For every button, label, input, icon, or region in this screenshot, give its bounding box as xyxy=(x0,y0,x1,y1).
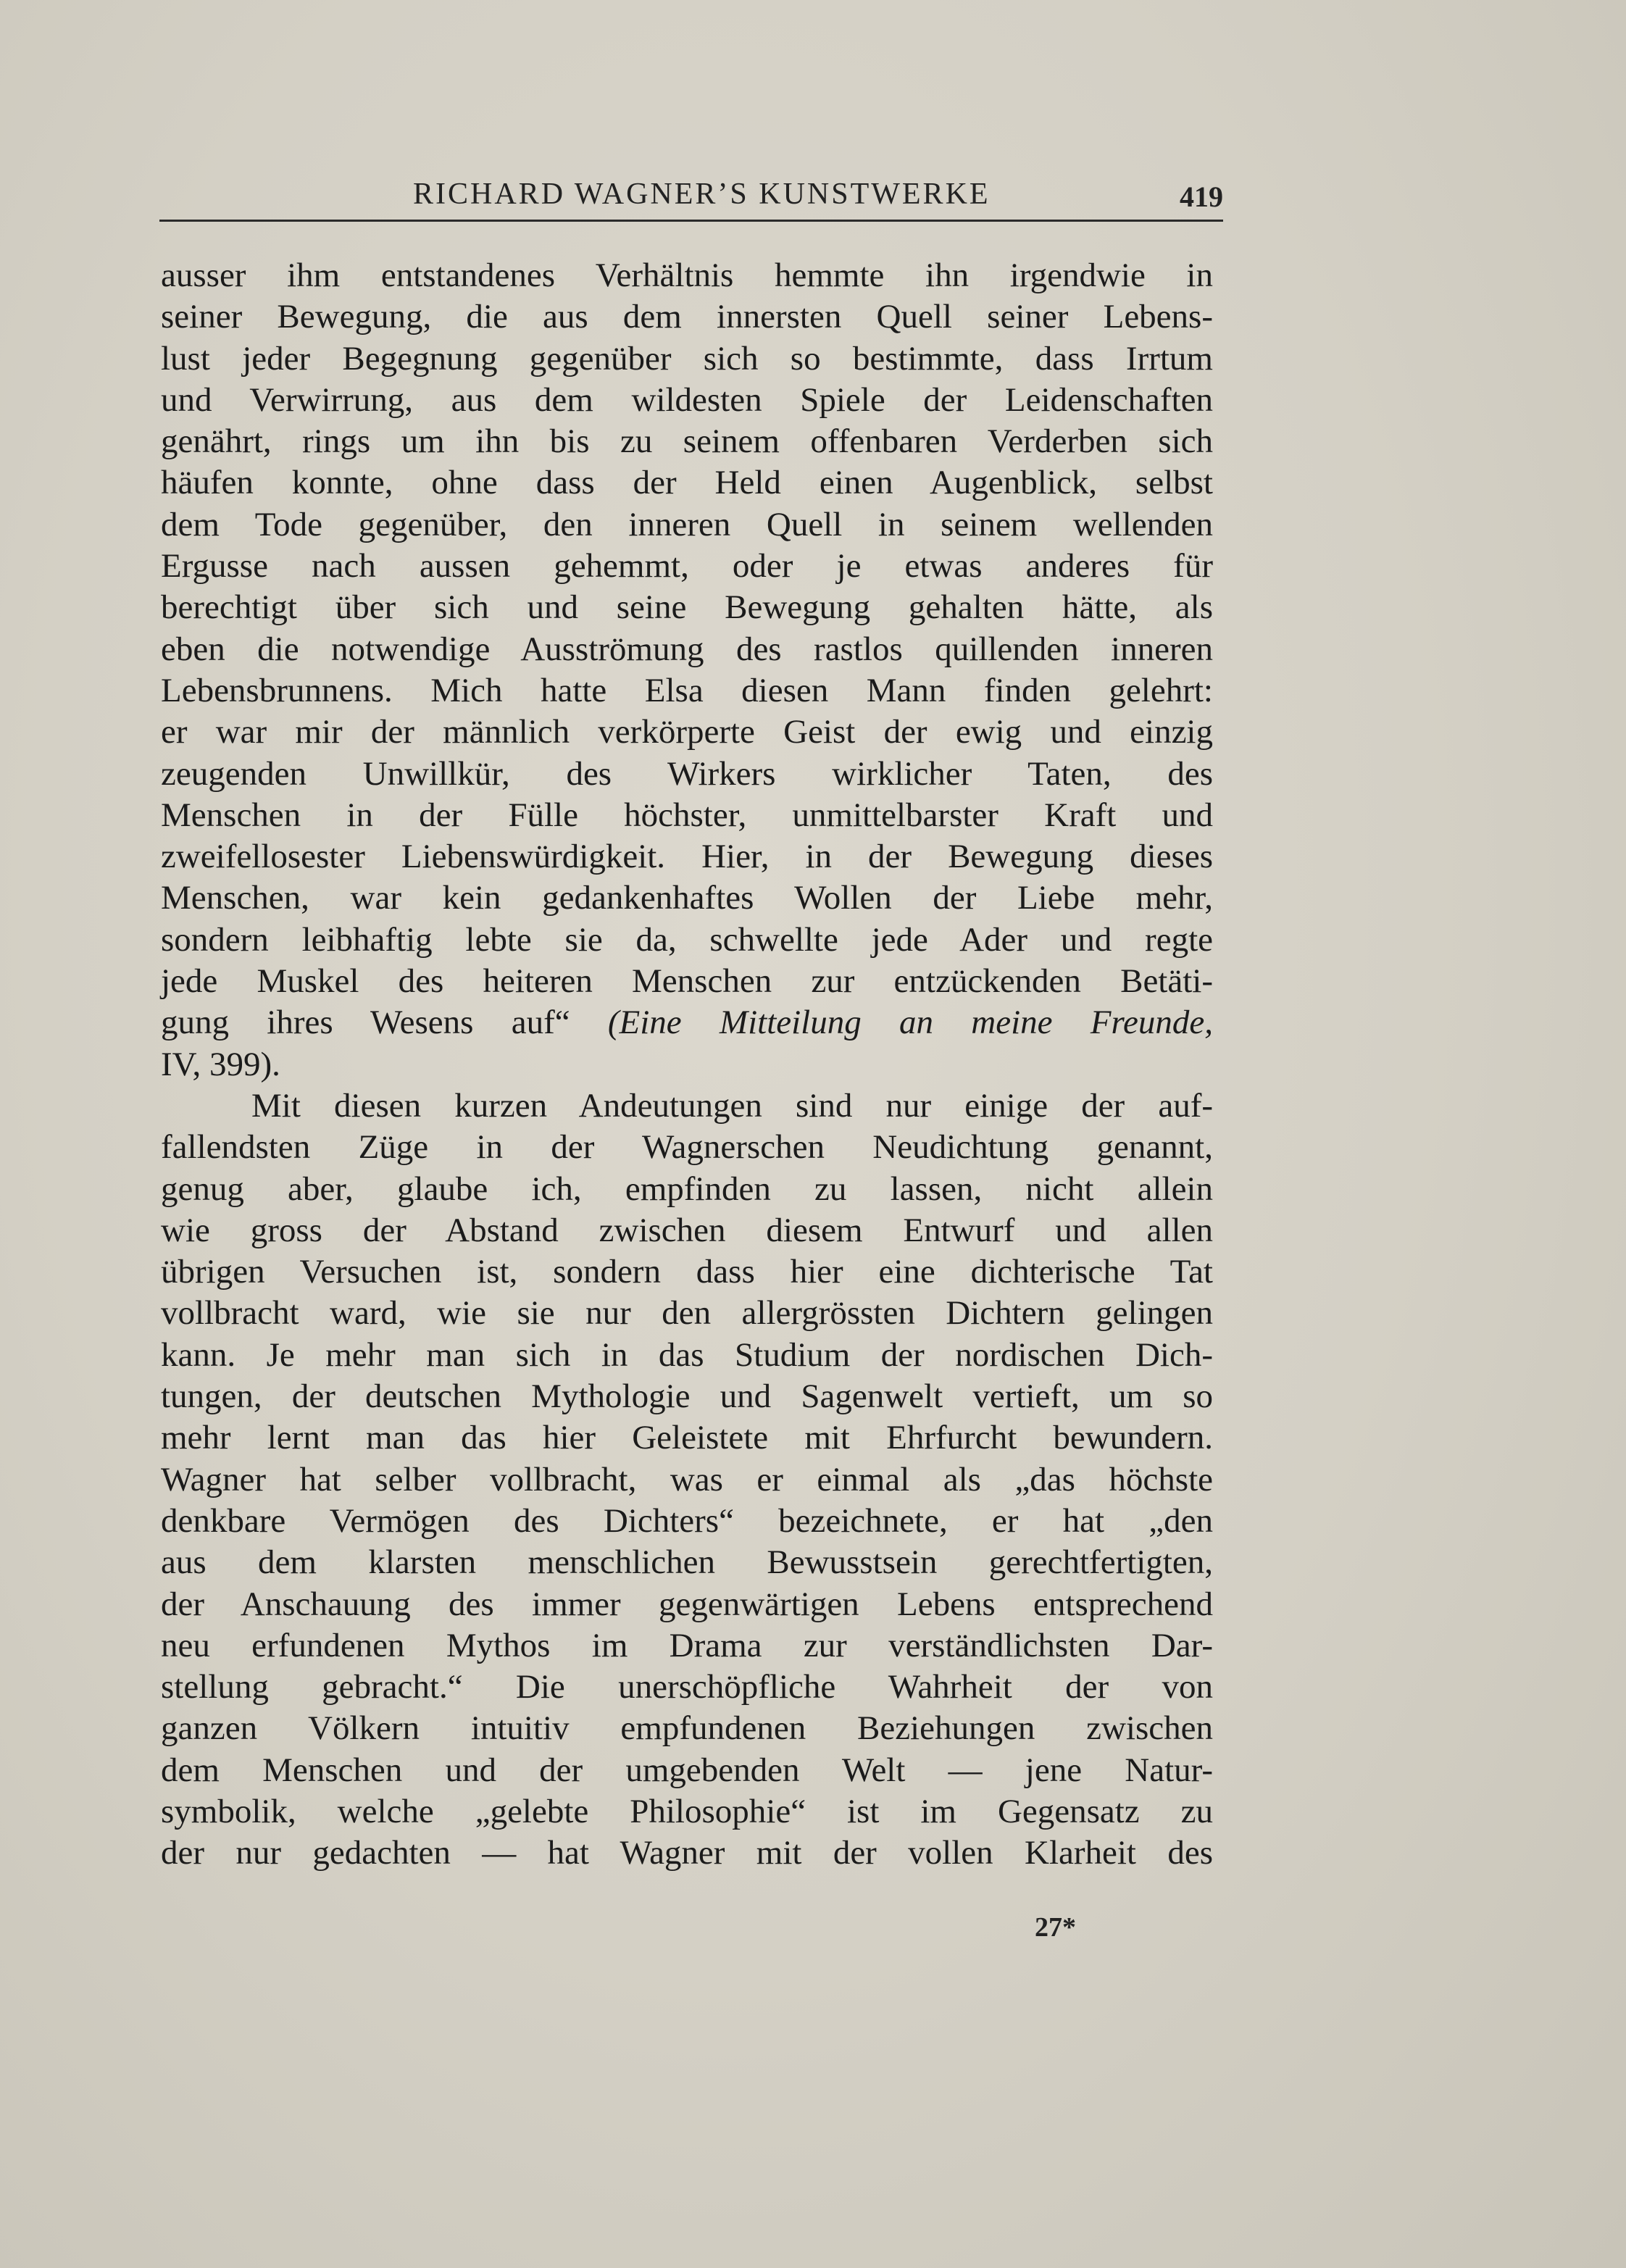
text-line: lust jeder Begegnung gegenüber sich so bestimmte, dass Irrtum xyxy=(161,339,1213,378)
text-line: tungen, der deutschen Mythologie und Sagenwelt vertieft, um so xyxy=(161,1377,1213,1416)
text-line: häufen konnte, ohne dass der Held einen Augenblick, selbst xyxy=(161,464,1213,502)
text-line: er war mir der männlich verkörperte Geist der ewig und einzig xyxy=(161,713,1213,751)
text-line: ganzen Völkern intuitiv empfundenen Beziehungen zwischen xyxy=(161,1709,1213,1748)
text-line: jede Muskel des heiteren Menschen zur entzückenden Betäti- xyxy=(161,962,1213,1001)
text-line: seiner Bewegung, die aus dem innersten Quell seiner Lebens- xyxy=(161,298,1213,336)
text-line: Menschen, war kein gedankenhaftes Wollen der Liebe mehr, xyxy=(161,879,1213,917)
body-text xyxy=(161,255,1213,1875)
text-line: genährt, rings um ihn bis zu seinem offenbaren Verderben sich xyxy=(161,422,1213,461)
text-line: Menschen in der Fülle höchster, unmittelbarster Kraft und xyxy=(161,796,1213,834)
text-line: der Anschauung des immer gegenwärtigen Lebens entsprechend xyxy=(161,1585,1213,1623)
page-number: 419 xyxy=(1180,180,1223,213)
running-title: RICHARD WAGNER’S KUNSTWERKE xyxy=(413,178,991,211)
text-line: Lebensbrunnens. Mich hatte Elsa diesen Mann finden gelehrt: xyxy=(161,671,1213,709)
text-line: sondern leibhaftig lebte sie da, schwellte jede Ader und regte xyxy=(161,920,1213,959)
text-line: berechtigt über sich und seine Bewegung gehalten hätte, als xyxy=(161,588,1213,627)
text-line: zweifellosester Liebenswürdigkeit. Hier, in der Bewegung dieses xyxy=(161,838,1213,876)
text-line: kann. Je mehr man sich in das Studium der nordischen Dich- xyxy=(161,1335,1213,1374)
work-title-italic: (Eine Mitteilung an meine Freunde, xyxy=(607,1004,1213,1042)
text-line: aus dem klarsten menschlichen Bewusstsein gerechtfertigten, xyxy=(161,1543,1213,1582)
text-line: genug aber, glaube ich, empfinden zu lassen, nicht allein xyxy=(161,1170,1213,1208)
text-line: vollbracht ward, wie sie nur den allergrössten Dichtern gelingen xyxy=(161,1294,1213,1333)
text-line: Ergusse nach aussen gehemmt, oder je etwas anderes für xyxy=(161,547,1213,585)
text-line: fallendsten Züge in der Wagnerschen Neudichtung genannt, xyxy=(161,1128,1213,1167)
text-line-with-title xyxy=(161,1002,1213,1043)
text-line: und Verwirrung, aus dem wildesten Spiele der Leidenschaften xyxy=(161,380,1213,419)
text-line: dem Menschen und der umgebenden Welt — jene Natur- xyxy=(161,1751,1213,1789)
text-line: symbolik, welche „gelebte Philosophie“ ist im Gegensatz zu xyxy=(161,1792,1213,1830)
text-line: neu erfundenen Mythos im Drama zur verständlichsten Dar- xyxy=(161,1626,1213,1664)
paragraph-first-line: Mit diesen kurzen Andeutungen sind nur einige der auf- xyxy=(251,1086,1213,1125)
text-line: Wagner hat selber vollbracht, was er einmal als „das höchste xyxy=(161,1460,1213,1498)
text-line: ausser ihm entstandenes Verhältnis hemmte ihn irgendwie in xyxy=(161,257,1213,294)
text-line: wie gross der Abstand zwischen diesem Entwurf und allen xyxy=(161,1211,1213,1249)
text-line: dem Tode gegenüber, den inneren Quell in seinem wellenden xyxy=(161,505,1213,543)
text-line: eben die notwendige Ausströmung des rastlos quillenden inneren xyxy=(161,630,1213,668)
text-line: mehr lernt man das hier Geleistete mit Ehrfurcht bewundern. xyxy=(161,1419,1213,1457)
signature-mark: 27* xyxy=(1035,1912,1076,1943)
text-line: stellung gebracht.“ Die unerschöpfliche Wahrheit der von xyxy=(161,1668,1213,1706)
text-line: zeugenden Unwillkür, des Wirkers wirklicher Taten, des xyxy=(161,754,1213,793)
text-line: IV, 399). xyxy=(161,1045,280,1083)
header-rule xyxy=(159,220,1223,222)
text-line: übrigen Versuchen ist, sondern dass hier eine dichterische Tat xyxy=(161,1253,1213,1291)
page-header xyxy=(159,172,1223,223)
text-segment: gung ihres Wesens auf“ xyxy=(161,1004,608,1042)
text-line: der nur gedachten — hat Wagner mit der vollen Klarheit des xyxy=(161,1834,1213,1872)
text-line: denkbare Vermögen des Dichters“ bezeichnete, er hat „den xyxy=(161,1501,1213,1540)
